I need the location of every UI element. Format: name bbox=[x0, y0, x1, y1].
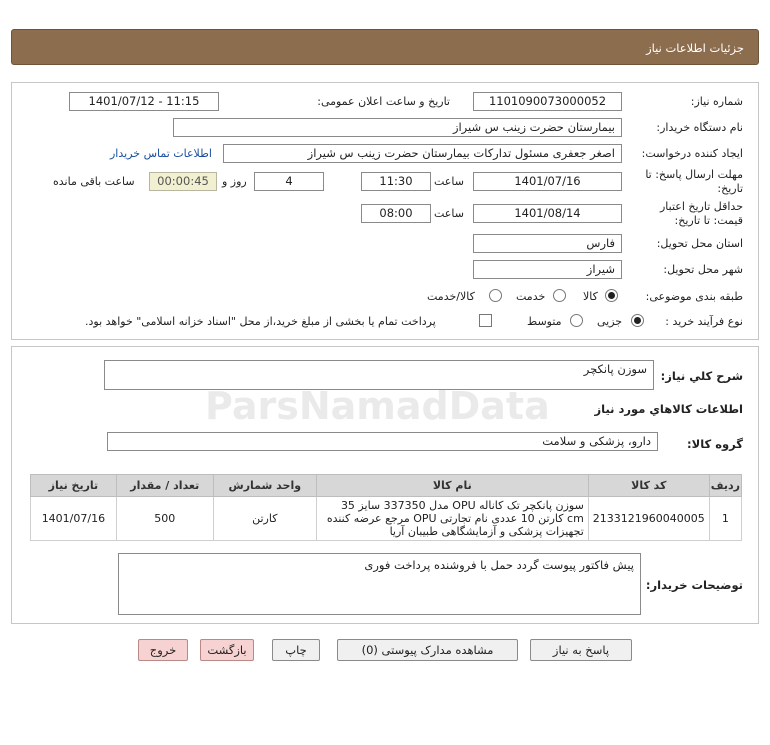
cell-code: 2133121960040005 bbox=[588, 497, 709, 541]
days-label: روز و bbox=[222, 175, 247, 188]
city-label: شهر محل تحویل: bbox=[663, 263, 743, 276]
col-row: ردیف bbox=[709, 475, 741, 497]
province-field: فارس bbox=[473, 234, 622, 253]
summary-field: سوزن پانکچر bbox=[104, 360, 654, 390]
summary-label: شرح کلي نياز: bbox=[660, 369, 743, 383]
cell-name: سوزن پانکچر تک کاناله OPU مدل 337350 سایز 35 cm کارتن 10 عددی نام تجارتی OPU مرجع عرضه کننده تجهیزات پزشکی و آزمایشگاهی طبیبان آریا bbox=[316, 497, 588, 541]
process-option-minor: جزیی bbox=[597, 315, 623, 328]
deadline-time-label: ساعت bbox=[434, 175, 464, 188]
col-unit: واحد شمارش bbox=[213, 475, 316, 497]
category-option-goods: کالا bbox=[583, 290, 598, 303]
table-row bbox=[31, 497, 742, 541]
treasury-text: پرداخت تمام یا بخشی از مبلغ خرید،از محل "اسناد خزانه اسلامی" خواهد بود. bbox=[85, 315, 436, 328]
validity-label-date: قیمت: تا تاریخ: bbox=[674, 214, 743, 227]
remaining-label: ساعت باقی مانده bbox=[53, 175, 135, 188]
back-button[interactable]: بازگشت bbox=[200, 639, 254, 661]
goods-table-header bbox=[31, 475, 742, 497]
buyer-notes-field: پیش فاکتور پیوست گردد حمل با فروشنده پرداخت فوری bbox=[118, 553, 641, 615]
validity-label: حداقل تاریخ اعتبار bbox=[659, 200, 743, 213]
cell-qty: 500 bbox=[116, 497, 213, 541]
category-radio-goods-service[interactable] bbox=[489, 289, 502, 302]
validity-time-label: ساعت bbox=[434, 207, 464, 220]
treasury-checkbox[interactable] bbox=[479, 314, 492, 327]
announce-label: تاریخ و ساعت اعلان عمومی: bbox=[317, 95, 450, 108]
page-title: جزئیات اطلاعات نیاز bbox=[646, 41, 744, 55]
col-date: تاریخ نیاز bbox=[31, 475, 117, 497]
print-button[interactable]: چاپ bbox=[272, 639, 320, 661]
validity-date-field: 1401/08/14 bbox=[473, 204, 622, 223]
category-radio-goods[interactable] bbox=[605, 289, 618, 302]
announce-field: 1401/07/12 - 11:15 bbox=[69, 92, 219, 111]
process-radio-minor[interactable] bbox=[631, 314, 644, 327]
deadline-label-date: تاریخ: bbox=[717, 182, 743, 195]
contact-info-link[interactable]: اطلاعات تماس خریدار bbox=[110, 147, 212, 160]
group-field: دارو، پزشکی و سلامت bbox=[107, 432, 658, 451]
group-label: گروه کالا: bbox=[687, 437, 743, 451]
process-option-medium: متوسط bbox=[527, 315, 562, 328]
category-radio-service[interactable] bbox=[553, 289, 566, 302]
attachments-button[interactable]: مشاهده مدارک پیوستی (0) bbox=[337, 639, 518, 661]
creator-label: ایجاد کننده درخواست: bbox=[641, 147, 743, 160]
buyer-notes-label: توضیحات خریدار: bbox=[645, 578, 743, 592]
creator-field: اصغر جعفری مسئول تدارکات بیمارستان حضرت زینب س شیراز bbox=[223, 144, 622, 163]
cell-unit: کارتن bbox=[213, 497, 316, 541]
cell-row: 1 bbox=[709, 497, 741, 541]
category-label: طبقه بندی موضوعی: bbox=[645, 290, 743, 303]
category-option-goods-service: کالا/خدمت bbox=[427, 290, 475, 303]
reply-button[interactable]: پاسخ به نیاز bbox=[530, 639, 632, 661]
validity-time-field: 08:00 bbox=[361, 204, 431, 223]
province-label: استان محل تحویل: bbox=[656, 237, 743, 250]
page-title-bar bbox=[11, 29, 759, 65]
buyer-label: نام دستگاه خریدار: bbox=[656, 121, 743, 134]
remaining-timer: 00:00:45 bbox=[149, 172, 217, 191]
cell-date: 1401/07/16 bbox=[31, 497, 117, 541]
deadline-time-field: 11:30 bbox=[361, 172, 431, 191]
exit-button[interactable]: خروج bbox=[138, 639, 188, 661]
deadline-label: مهلت ارسال پاسخ: تا bbox=[645, 168, 743, 181]
days-field: 4 bbox=[254, 172, 324, 191]
need-number-field: 1101090073000052 bbox=[473, 92, 622, 111]
city-field: شیراز bbox=[473, 260, 622, 279]
goods-table bbox=[30, 474, 742, 541]
category-option-service: خدمت bbox=[516, 290, 546, 303]
col-code: کد کالا bbox=[588, 475, 709, 497]
buyer-field: بیمارستان حضرت زینب س شیراز bbox=[173, 118, 622, 137]
process-radio-medium[interactable] bbox=[570, 314, 583, 327]
need-number-label: شماره نیاز: bbox=[690, 95, 743, 108]
col-name: نام کالا bbox=[316, 475, 588, 497]
goods-info-title: اطلاعات کالاهاي مورد نياز bbox=[594, 402, 743, 416]
col-qty: تعداد / مقدار bbox=[116, 475, 213, 497]
deadline-date-field: 1401/07/16 bbox=[473, 172, 622, 191]
process-label: نوع فرآیند خرید : bbox=[665, 315, 743, 328]
